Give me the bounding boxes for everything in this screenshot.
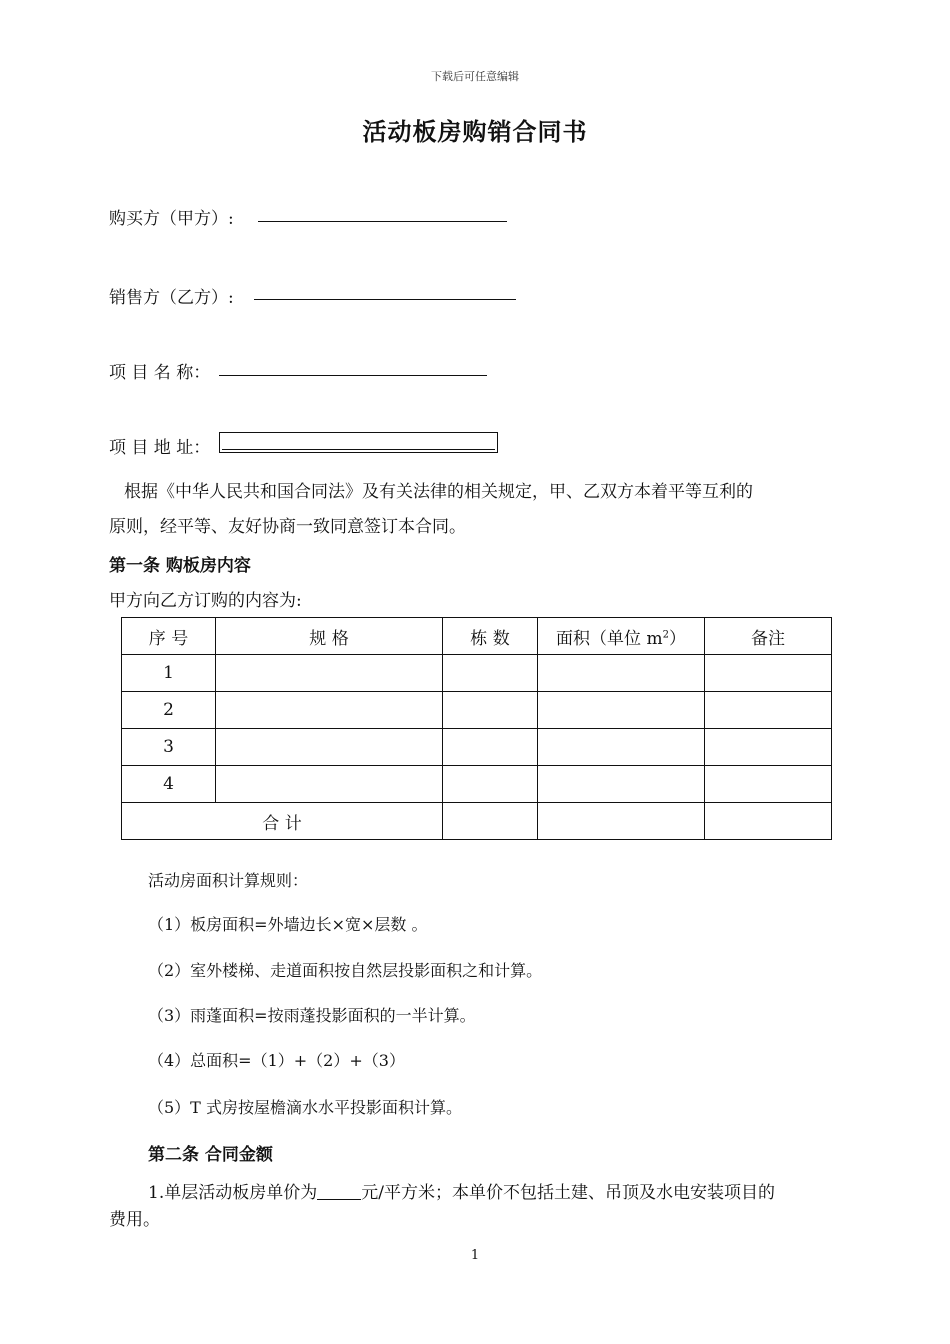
page-number: 1 [470,1248,480,1263]
row-count-cell[interactable] [443,655,538,692]
table-total-row [122,803,832,840]
project-name-field[interactable] [219,375,487,376]
area-rule-item: （4）总面积=（1）+（2）+（3） [148,1051,405,1070]
table-row [122,692,832,729]
row-spec-cell[interactable] [216,766,443,803]
buyer-label: 购买方（甲方）: [109,209,234,229]
header-area-close: ） [668,628,686,649]
row-seq: 4 [122,766,216,803]
area-rule-item: （3）雨蓬面积=按雨蓬投影面积的一半计算。 [148,1006,476,1025]
header-area-sup: 2 [662,628,669,640]
row-count-cell[interactable] [443,692,538,729]
seller-field[interactable] [254,299,516,300]
area-rules-heading: 活动房面积计算规则： [148,871,309,890]
article1-heading: 第一条 购板房内容 [109,556,251,576]
project-name-label: 项 目 名 称： [109,363,211,383]
row-note-cell[interactable] [705,655,832,692]
row-note-cell[interactable] [705,692,832,729]
buyer-field[interactable] [258,221,507,222]
row-note-cell[interactable] [705,766,832,803]
row-count-cell[interactable] [443,766,538,803]
intro-line-1: 根据《中华人民共和国合同法》及有关法律的相关规定，甲、乙双方本着平等互利的 [124,482,753,502]
article1-subtext: 甲方向乙方订购的内容为: [109,591,302,611]
row-spec-cell[interactable] [216,692,443,729]
price-text-a: 1.单层活动板房单价为 [148,1183,318,1203]
total-note-cell[interactable] [705,803,832,840]
row-seq: 3 [122,729,216,766]
header-spec: 规 格 [216,618,443,655]
row-area-cell[interactable] [538,692,705,729]
row-area-cell[interactable] [538,766,705,803]
row-area-cell[interactable] [538,655,705,692]
header-area [538,618,705,655]
header-seq: 序 号 [122,618,216,655]
table-row [122,655,832,692]
header-note: 备注 [705,618,832,655]
row-count-cell[interactable] [443,729,538,766]
project-address-label: 项 目 地 址： [109,438,211,458]
unit-price-field[interactable] [317,1177,361,1200]
row-spec-cell[interactable] [216,729,443,766]
spec-table [121,617,832,840]
article2-line2: 费用。 [109,1210,160,1230]
seller-label: 销售方（乙方）: [109,288,234,308]
table-row [122,729,832,766]
area-rule-item: （5）T 式房按屋檐滴水水平投影面积计算。 [148,1098,462,1117]
row-note-cell[interactable] [705,729,832,766]
header-area-text: 面积（单位 m [556,628,663,649]
table-header-row [122,618,832,655]
total-label: 合 计 [122,803,443,840]
price-text-b: 元/平方米；本单价不包括土建、吊顶及水电安装项目的 [361,1183,775,1203]
document-title: 活动板房购销合同书 [362,117,588,146]
intro-line-2: 原则，经平等、友好协商一致同意签订本合同。 [109,517,466,537]
header-note: 下载后可任意编辑 [431,70,519,83]
area-rule-item: （2）室外楼梯、走道面积按自然层投影面积之和计算。 [148,961,543,980]
project-address-field[interactable] [219,432,498,453]
total-area-cell[interactable] [538,803,705,840]
article2-line1 [148,1176,775,1211]
area-rule-item: （1）板房面积=外墙边长×宽×层数 。 [148,915,428,934]
row-seq: 2 [122,692,216,729]
row-seq: 1 [122,655,216,692]
row-area-cell[interactable] [538,729,705,766]
total-count-cell[interactable] [443,803,538,840]
row-spec-cell[interactable] [216,655,443,692]
table-row [122,766,832,803]
article2-heading: 第二条 合同金额 [148,1145,273,1165]
header-count: 栋 数 [443,618,538,655]
